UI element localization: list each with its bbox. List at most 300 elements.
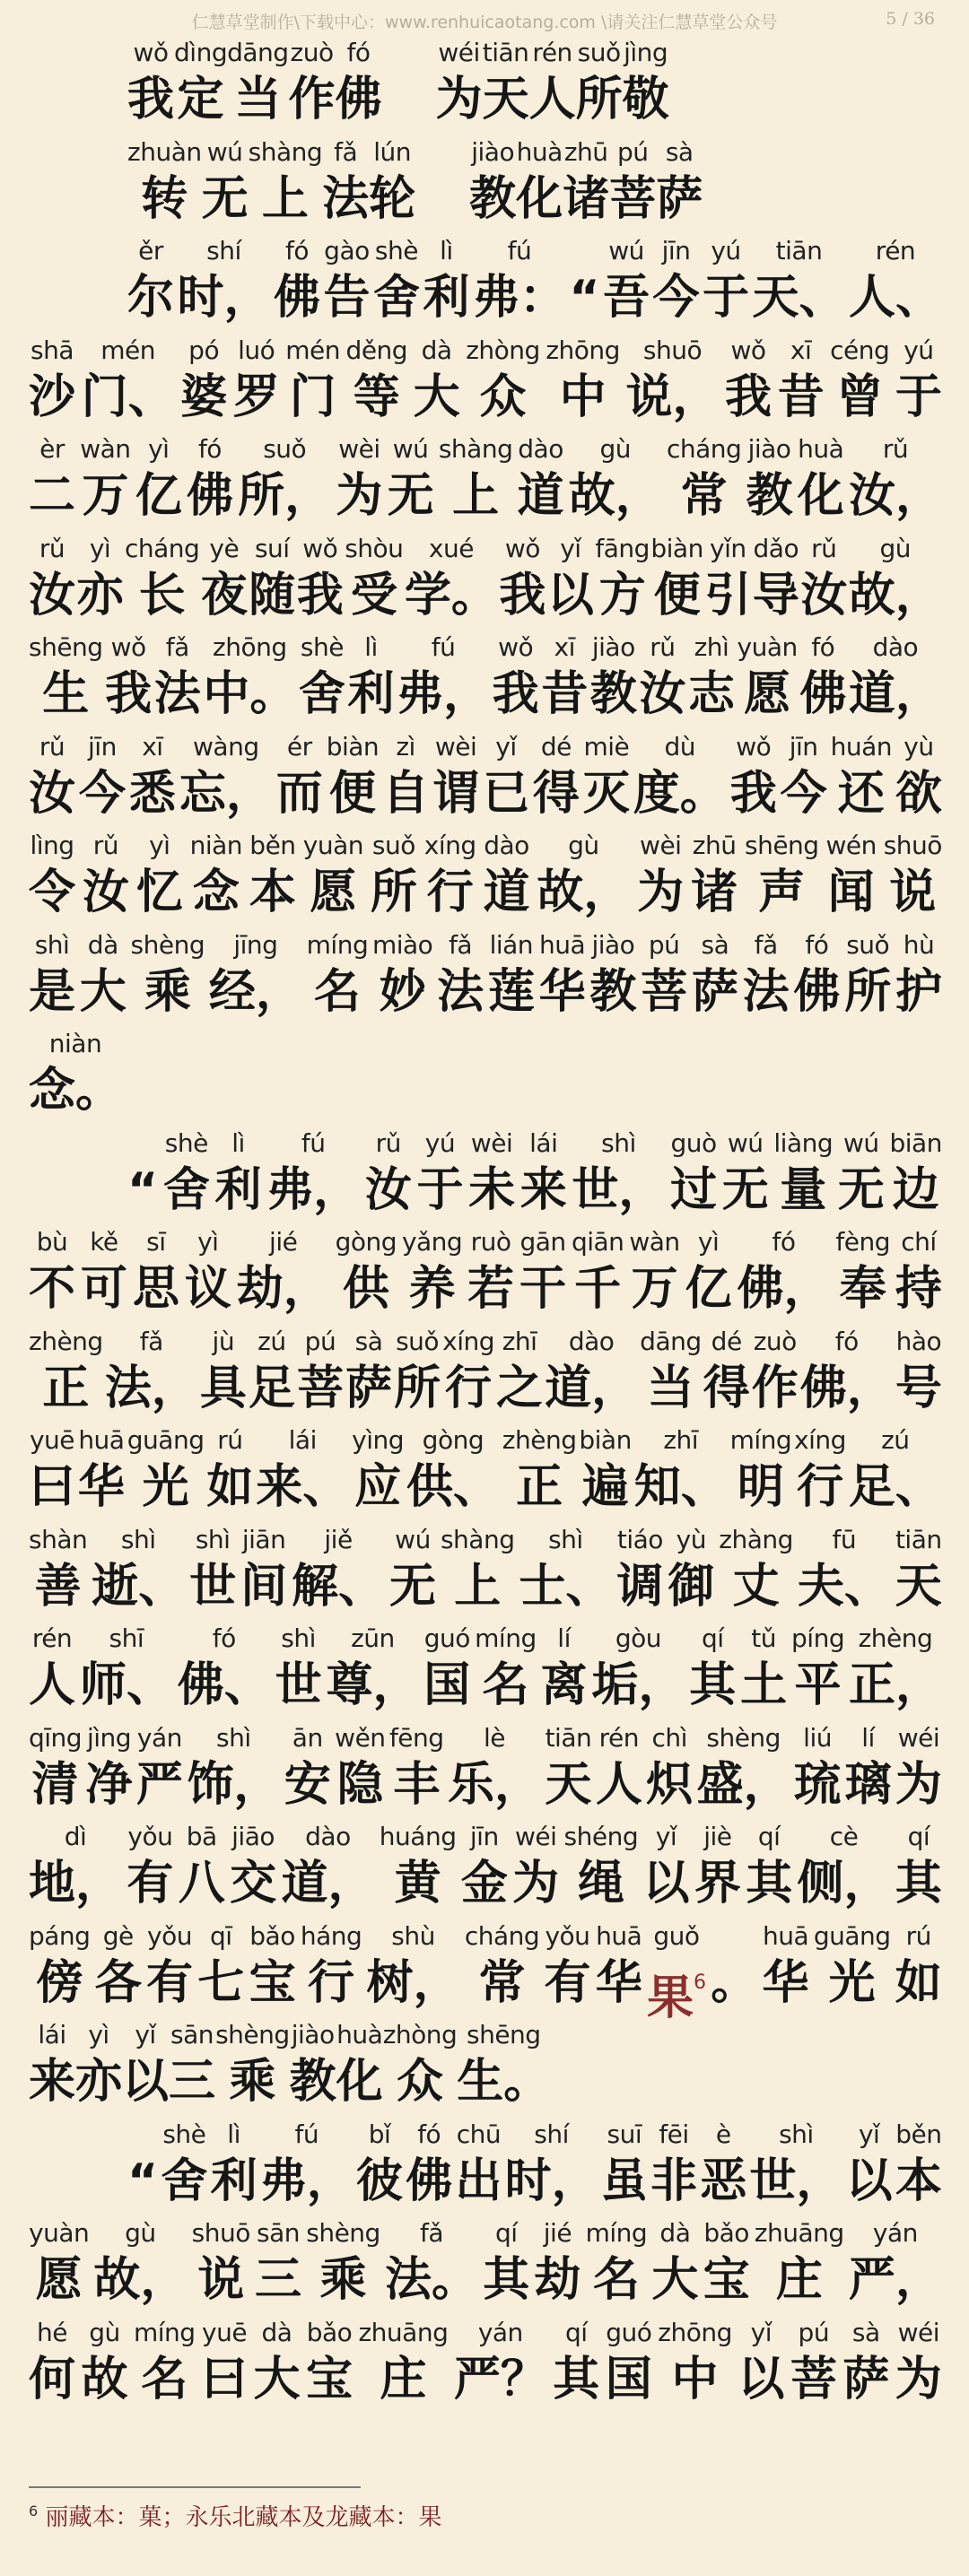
ruby-unit [895, 2118, 942, 2211]
ruby-unit [694, 1820, 741, 1913]
ruby-unit [380, 1820, 457, 1913]
pinyin: rǔ [650, 632, 676, 662]
pinyin: jié [269, 1227, 298, 1257]
hanzi: 干 [519, 1262, 567, 1316]
ruby-unit [29, 432, 75, 526]
hanzi: 利 [210, 2154, 258, 2208]
hanzi: 明 [737, 1460, 784, 1514]
ruby-unit [505, 2118, 598, 2211]
hanzi: 庄 [380, 2352, 427, 2406]
hanzi: 其 [746, 1857, 793, 1910]
hanzi: “ [127, 2154, 159, 2208]
hanzi: 故 [81, 2352, 128, 2406]
ruby-unit [633, 730, 727, 823]
ruby-unit [835, 1225, 890, 1318]
hanzi: 佛， [737, 1262, 831, 1316]
ruby-unit [596, 1919, 642, 2013]
pinyin: lìng [30, 831, 74, 860]
pinyin: xī [790, 335, 812, 365]
ruby-unit [814, 1919, 891, 2013]
pinyin: xíng [423, 831, 476, 860]
hanzi: 法 [437, 964, 484, 1019]
pinyin: zú [881, 1425, 910, 1455]
pinyin: pú [616, 136, 649, 167]
pinyin: rén [598, 1722, 639, 1753]
ruby-unit [289, 36, 336, 129]
pinyin: fǎ [420, 2218, 444, 2248]
hanzi: 未 [468, 1162, 516, 1217]
hanzi: 七 [197, 1955, 245, 2010]
pinyin: gù [599, 434, 632, 464]
pinyin: shuō [883, 831, 942, 860]
ruby-unit [849, 1423, 942, 1517]
text-line [29, 1423, 942, 1523]
pinyin: huā [596, 1920, 642, 1951]
ruby-unit [78, 1423, 125, 1517]
hanzi: 萨 [691, 964, 738, 1019]
hanzi: 三 [169, 2055, 216, 2109]
pinyin: lì [440, 236, 453, 265]
ruby-unit [596, 1721, 642, 1815]
hanzi: 以 [738, 2352, 785, 2406]
ruby-unit [895, 2316, 942, 2409]
hanzi: 足 [248, 1361, 295, 1415]
pinyin: shuō [642, 335, 703, 365]
hanzi: 佛 [406, 2154, 453, 2208]
hanzi: 亿 [685, 1262, 732, 1316]
hanzi: 盛， [696, 1757, 790, 1812]
ruby-unit [301, 1919, 362, 2013]
pinyin: shè [374, 236, 418, 265]
pinyin: shì [601, 1127, 636, 1158]
hanzi: 罗 [232, 370, 280, 424]
ruby-unit [82, 334, 175, 427]
ruby-unit [752, 1325, 799, 1418]
ruby-unit [200, 1325, 247, 1418]
pinyin: xué [428, 533, 474, 563]
hanzi: 三 [255, 2253, 302, 2307]
hanzi: 念 [192, 866, 240, 919]
ruby-unit [203, 631, 296, 724]
pinyin: xíng [442, 1326, 494, 1356]
pinyin: gào [324, 236, 370, 265]
pinyin: wèi [470, 1127, 513, 1158]
hanzi: 萨 [345, 1361, 393, 1415]
ruby-unit [773, 1127, 833, 1220]
hanzi: 忆 [135, 866, 183, 919]
pinyin: cháng [124, 533, 200, 563]
ruby-unit [484, 829, 530, 922]
hanzi: 妙 [379, 964, 426, 1019]
ruby-unit [80, 928, 127, 1022]
hanzi: 丰 [393, 1757, 441, 1812]
pinyin: niàn [48, 1029, 102, 1058]
pinyin: lún [373, 136, 412, 167]
ruby-unit [237, 1225, 330, 1318]
pinyin: yì [149, 831, 170, 860]
ruby-unit [323, 234, 370, 327]
hanzi: 便 [653, 568, 701, 622]
ruby-unit [800, 532, 847, 625]
hanzi: 世 [275, 1658, 322, 1712]
hanzi: 可 [80, 1262, 127, 1316]
hanzi: 华 [762, 1955, 809, 2010]
ruby-unit [131, 928, 205, 1022]
hanzi: 为 [895, 1757, 942, 1812]
pinyin: yán [136, 1722, 182, 1753]
pinyin: zuò [290, 38, 334, 67]
pinyin: lè [483, 1722, 505, 1753]
pinyin: yuē [29, 1425, 75, 1455]
ruby-unit [670, 1127, 717, 1220]
pinyin: pú [648, 929, 680, 960]
ruby-unit [844, 928, 891, 1022]
ruby-unit [749, 2118, 842, 2211]
pinyin: hù [903, 929, 935, 960]
hanzi: 道， [848, 667, 942, 721]
hanzi: “ [127, 1162, 159, 1217]
ruby-unit [650, 532, 703, 625]
pinyin: cháng [464, 1920, 540, 1951]
hanzi: 说， [625, 370, 720, 424]
ruby-unit [653, 234, 700, 327]
hanzi: 道， [545, 1361, 639, 1415]
pinyin: wǒ [498, 632, 534, 662]
hanzi: 间 [240, 1559, 288, 1614]
pinyin: xī [554, 632, 575, 662]
pinyin: bǎo [703, 2218, 749, 2248]
pinyin: yǐ [858, 2119, 880, 2149]
pinyin: fú [294, 2119, 319, 2149]
ruby-unit [609, 135, 656, 229]
hanzi: 萨 [842, 2352, 890, 2406]
hanzi: 地， [29, 1857, 123, 1910]
pinyin: biàn [326, 731, 380, 761]
hanzi: 中。 [203, 667, 297, 721]
hanzi: 夜 [200, 568, 248, 622]
hanzi: 人 [528, 73, 576, 126]
hanzi: 人 [29, 1658, 76, 1712]
ruby-unit [533, 730, 580, 823]
hanzi: 道 [483, 866, 530, 919]
pinyin: wú [842, 1127, 879, 1158]
ruby-unit [122, 2018, 169, 2111]
ruby-unit [483, 36, 529, 129]
pinyin: gè [102, 1920, 134, 1951]
pinyin: suǒ [846, 929, 890, 960]
pinyin: yù [904, 731, 934, 761]
hanzi: 佛 [186, 469, 233, 523]
pinyin: zhī [663, 1425, 699, 1455]
hanzi: 弗： [472, 271, 566, 325]
hanzi: 化 [336, 2055, 383, 2109]
hanzi: 大 [79, 964, 127, 1019]
ruby-unit [367, 1919, 460, 2013]
ruby-unit [127, 135, 202, 229]
pinyin: yú [711, 236, 741, 265]
ruby-unit [842, 2316, 889, 2409]
hanzi: 黄 [394, 1857, 441, 1910]
pinyin: dào [872, 632, 919, 662]
ruby-unit [29, 1225, 75, 1318]
hanzi: 炽 [646, 1757, 694, 1812]
ruby-unit [667, 432, 741, 526]
ruby-unit [249, 829, 296, 922]
hanzi: 无 [387, 469, 434, 523]
pinyin: tiān [545, 1722, 592, 1753]
pinyin: jù [212, 1326, 235, 1356]
ruby-unit [233, 334, 280, 427]
pinyin: shàng [438, 434, 513, 464]
pinyin: dào [568, 1326, 615, 1356]
pinyin: miào [371, 929, 433, 960]
ruby-unit [326, 1622, 419, 1715]
ruby-unit [512, 1820, 559, 1913]
ruby-unit [290, 2018, 336, 2111]
ruby-unit [658, 2316, 732, 2409]
hanzi: 庄 [775, 2253, 823, 2307]
ruby-unit [178, 1622, 271, 1715]
hanzi: 利 [214, 1162, 262, 1217]
ruby-unit [127, 234, 174, 327]
ruby-unit [646, 1721, 693, 1815]
ruby-unit [895, 1820, 942, 1913]
hanzi: 学。 [404, 568, 498, 622]
hanzi: 佛 [335, 73, 382, 126]
ruby-unit [499, 532, 546, 625]
hanzi: 婆 [180, 370, 228, 424]
hanzi: 行 [308, 1955, 355, 2010]
hanzi: 光 [828, 1955, 876, 2010]
ruby-unit [397, 631, 490, 724]
pinyin: huáng [379, 1822, 457, 1851]
hanzi: 沙 [29, 370, 76, 424]
pinyin: shuō [191, 2218, 250, 2248]
hanzi: 教 [589, 667, 637, 721]
pinyin: shì [34, 929, 70, 960]
text-line [29, 2316, 942, 2415]
pinyin: sà [701, 929, 729, 960]
pinyin: zūn [351, 1623, 395, 1653]
hanzi: 调 [616, 1559, 664, 1614]
hanzi: 弗， [266, 1162, 361, 1217]
ruby-unit [29, 1919, 90, 2013]
pinyin: zhū [692, 831, 737, 860]
ruby-unit [180, 334, 227, 427]
ruby-unit [569, 234, 599, 327]
pinyin: dù [664, 731, 696, 761]
hanzi: 解、 [292, 1559, 386, 1614]
ruby-unit [442, 1325, 494, 1418]
ruby-unit [335, 1721, 385, 1815]
pinyin: fāng [595, 533, 650, 563]
pinyin: yǒu [545, 1920, 590, 1951]
ruby-unit [127, 36, 174, 129]
hanzi: 世， [572, 1162, 666, 1217]
text-line [29, 432, 942, 532]
hanzi: 天 [895, 1559, 942, 1614]
hanzi: 乘 [319, 2253, 367, 2307]
hanzi: 忘， [179, 766, 273, 821]
ruby-unit [93, 2216, 187, 2310]
ruby-unit [81, 2316, 127, 2409]
hanzi: 于 [895, 370, 942, 424]
pinyin: zì [396, 731, 415, 761]
ruby-unit [656, 135, 703, 229]
ruby-unit [895, 1523, 942, 1616]
hanzi: 非 [650, 2154, 698, 2208]
ruby-unit [202, 135, 249, 229]
ruby-unit [297, 1325, 344, 1418]
pinyin: rǔ [39, 533, 65, 563]
hanzi: 而 [275, 766, 323, 821]
hanzi: 门 [289, 370, 336, 424]
hanzi: 饰， [187, 1757, 281, 1812]
hanzi: “ [569, 271, 600, 325]
hanzi: 所 [394, 1361, 441, 1415]
hanzi: 大 [253, 2352, 301, 2406]
ruby-unit [791, 1622, 844, 1715]
pinyin: zhòng [382, 2020, 458, 2049]
hanzi: 知、 [633, 1460, 728, 1514]
hanzi: 今 [78, 766, 126, 821]
ruby-unit [423, 234, 469, 327]
ruby-unit [371, 829, 417, 922]
pinyin: fēi [659, 2119, 689, 2149]
hanzi: 菩 [790, 2352, 837, 2406]
pinyin: chì [651, 1722, 687, 1753]
hanzi: 其 [689, 1658, 737, 1712]
pinyin: yè [209, 533, 240, 563]
hanzi: 中 [559, 370, 607, 424]
hanzi: 八 [178, 1857, 225, 1910]
ruby-unit [544, 1919, 590, 2013]
hanzi: 随 [249, 568, 296, 622]
hanzi: 门、 [81, 370, 175, 424]
pinyin: fǎ [165, 632, 189, 662]
pinyin: suǒ [371, 831, 415, 860]
pinyin: shèng [130, 929, 205, 960]
ruby-unit [502, 1423, 577, 1517]
hanzi: 我 [499, 568, 546, 622]
footnote-text: 丽藏本：菓；永乐北藏本及龙藏本：果 [45, 2504, 442, 2531]
pinyin: fú [431, 632, 456, 662]
pinyin: fó [212, 1623, 236, 1653]
pinyin: shí [534, 2119, 569, 2149]
pinyin: běn [249, 831, 296, 860]
pinyin: wǒ [133, 38, 169, 67]
ruby-unit [105, 631, 152, 724]
hanzi: 作 [288, 73, 336, 126]
footnote-mark: 6 [29, 2502, 39, 2519]
pinyin: yì [197, 1227, 219, 1257]
pinyin: yǐ [750, 2317, 773, 2347]
ruby-unit [457, 2018, 550, 2111]
ruby-unit [254, 2316, 301, 2409]
hanzi: 护 [895, 964, 942, 1019]
ruby-unit [641, 928, 687, 1022]
hanzi: 等 [353, 370, 400, 424]
pinyin: jiě [324, 1524, 353, 1554]
ruby-unit [703, 2216, 750, 2310]
pinyin: yǒu [147, 1920, 192, 1951]
hanzi: 树， [366, 1955, 460, 2010]
pinyin: fèng [835, 1227, 890, 1257]
ruby-unit [725, 334, 772, 427]
hanzi: 于 [416, 1162, 464, 1217]
ruby-unit [432, 730, 479, 823]
hanzi: 号 [895, 1361, 942, 1415]
ruby-unit [454, 2316, 547, 2409]
ruby-unit [537, 829, 630, 922]
ruby-unit [79, 730, 126, 823]
pinyin: páng [29, 1920, 91, 1951]
ruby-unit [125, 532, 199, 625]
ruby-unit [29, 730, 75, 823]
pinyin: yì [88, 2020, 109, 2049]
hanzi: 生。 [457, 2055, 551, 2109]
pinyin: gù [89, 2317, 120, 2347]
text-line [29, 1622, 942, 1721]
ruby-unit [589, 928, 636, 1022]
pinyin: lái [38, 2020, 66, 2049]
ruby-unit [29, 532, 75, 625]
hanzi: 御 [668, 1559, 715, 1614]
hanzi: 名 [313, 964, 361, 1019]
ruby-unit [356, 2118, 403, 2211]
pinyin: è [715, 2119, 731, 2149]
ruby-unit [174, 36, 227, 129]
pinyin: wàng [193, 731, 259, 761]
hanzi: 我 [729, 766, 777, 821]
ruby-unit [895, 928, 942, 1022]
ruby-unit [465, 1919, 539, 2013]
pinyin: ān [292, 1722, 323, 1753]
hanzi: 中 [671, 2352, 719, 2406]
pinyin: háng [300, 1920, 362, 1951]
ruby-unit [201, 532, 248, 625]
ruby-unit [483, 730, 529, 823]
ruby-unit [603, 234, 650, 327]
ruby-unit [583, 730, 630, 823]
hanzi: 严， [848, 2253, 942, 2307]
ruby-unit [534, 2216, 581, 2310]
ruby-unit [92, 1523, 185, 1616]
text-line [29, 1523, 942, 1623]
hanzi: 所 [844, 964, 892, 1019]
hanzi: 愿 [35, 2253, 83, 2307]
pinyin: jiào [747, 434, 791, 464]
pinyin: fó [346, 38, 371, 67]
pinyin: hào [895, 1326, 942, 1356]
ruby-unit [80, 432, 130, 526]
ruby-unit [493, 631, 539, 724]
hanzi: 转 [141, 171, 188, 226]
hanzi: 供 [342, 1262, 389, 1316]
pinyin: rǔ [811, 533, 837, 563]
hanzi: 上 [452, 469, 500, 523]
ruby-unit [275, 1622, 322, 1715]
pinyin: huā [762, 1920, 809, 1951]
ruby-unit [81, 1225, 127, 1318]
hanzi: 众 [396, 2055, 443, 2109]
pinyin: mén [285, 335, 340, 365]
ruby-unit [590, 631, 637, 724]
hanzi: 来、 [256, 1460, 350, 1514]
pinyin: dào [518, 434, 563, 464]
pinyin: rú [905, 1920, 931, 1951]
hanzi: 得 [703, 1361, 750, 1415]
